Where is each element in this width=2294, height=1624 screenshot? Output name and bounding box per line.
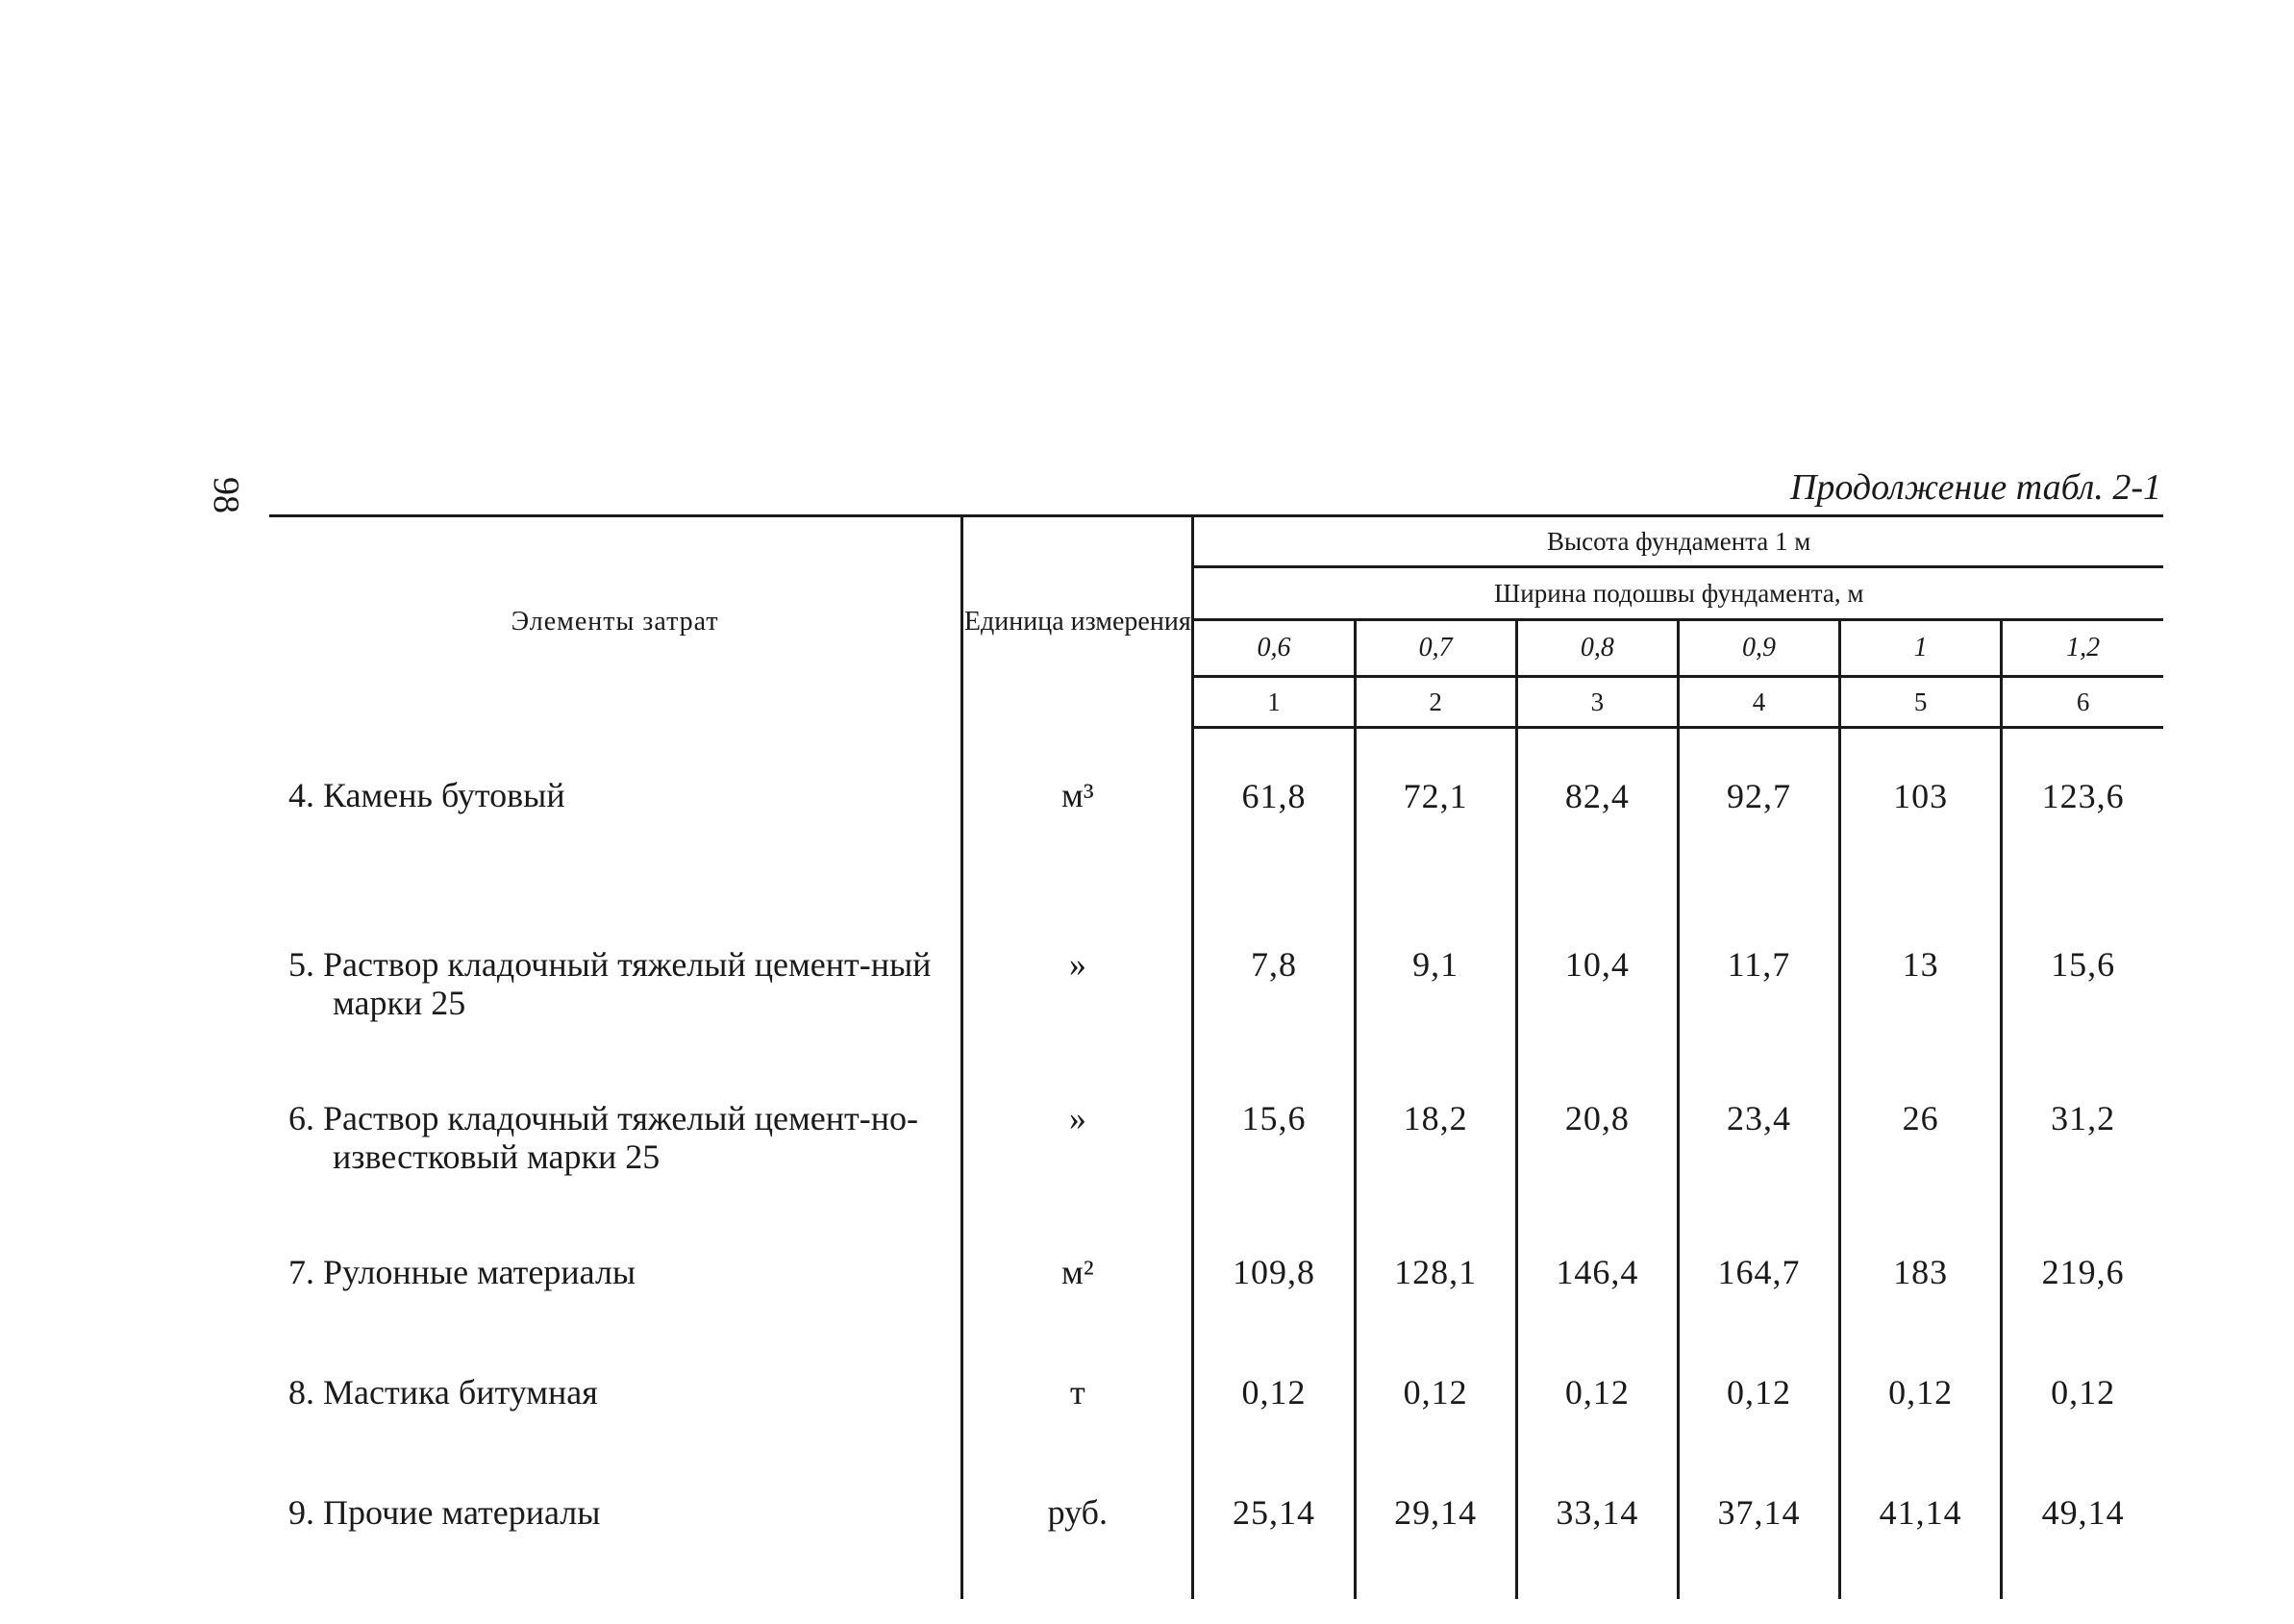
row-unit: руб. (962, 1493, 1193, 1599)
row-value: 0,12 (1193, 1373, 1355, 1493)
header-width-value: 0,6 (1193, 620, 1355, 677)
row-value: 41,14 (1840, 1493, 2002, 1599)
row-value: 15,6 (2051, 945, 2116, 984)
row-value: 123,6 (2041, 777, 2125, 815)
row-value: 31,2 (2051, 1099, 2116, 1137)
row-name: 8. Мастика битумная (288, 1373, 598, 1412)
header-column-index: 1 (1193, 677, 1355, 728)
row-value: 146,4 (1516, 1253, 1678, 1373)
header-width-value: 0,9 (1678, 620, 1839, 677)
table-row (269, 1373, 2163, 1493)
row-value: 82,4 (1516, 728, 1678, 946)
row-unit: » (962, 1099, 1193, 1253)
row-value: 23,4 (1678, 1099, 1839, 1253)
header-width-value: 1,2 (2002, 620, 2163, 677)
header-column-index: 4 (1678, 677, 1839, 728)
row-value: 11,7 (1678, 945, 1839, 1099)
row-value: 25,14 (1193, 1493, 1355, 1599)
row-value: 0,12 (1516, 1373, 1678, 1493)
header-sole-width: Ширина подошвы фундамента, м (1193, 567, 2163, 620)
row-unit: т (962, 1373, 1193, 1493)
header-width-value: 0,7 (1355, 620, 1516, 677)
row-name: 7. Рулонные материалы (288, 1253, 636, 1291)
header-column-index: 6 (2002, 677, 2163, 728)
row-value: 49,14 (2041, 1493, 2125, 1532)
row-value: 72,1 (1355, 728, 1516, 946)
row-value: 0,12 (2051, 1373, 2116, 1412)
row-value: 128,1 (1355, 1253, 1516, 1373)
cost-table (269, 514, 2163, 1599)
table-row (269, 1253, 2163, 1373)
row-value: 109,8 (1193, 1253, 1355, 1373)
row-value: 219,6 (2041, 1253, 2125, 1291)
row-value: 37,14 (1678, 1493, 1839, 1599)
header-width-value: 1 (1840, 620, 2002, 677)
header-unit: Единица измерения (962, 516, 1193, 728)
row-unit: » (962, 945, 1193, 1099)
table-row (269, 1099, 2163, 1253)
table-row (269, 728, 2163, 946)
header-elements: Элементы затрат (269, 516, 962, 728)
row-value: 33,14 (1516, 1493, 1678, 1599)
row-value: 0,12 (1840, 1373, 2002, 1493)
header-width-value: 0,8 (1516, 620, 1678, 677)
row-value: 10,4 (1516, 945, 1678, 1099)
row-value: 13 (1840, 945, 2002, 1099)
table-row (269, 945, 2163, 1099)
row-value: 15,6 (1193, 1099, 1355, 1253)
row-value: 183 (1840, 1253, 2002, 1373)
row-name: 5. Раствор кладочный тяжелый цемент-ный марки 25 (288, 945, 932, 1022)
header-column-index: 3 (1516, 677, 1678, 728)
row-name: 4. Камень бутовый (288, 775, 565, 814)
row-value: 26 (1840, 1099, 2002, 1253)
row-value: 7,8 (1193, 945, 1355, 1099)
header-column-index: 2 (1355, 677, 1516, 728)
row-value: 9,1 (1355, 945, 1516, 1099)
row-unit: м² (962, 1253, 1193, 1373)
row-unit: м³ (962, 728, 1193, 946)
row-value: 92,7 (1678, 728, 1839, 946)
header-foundation-height: Высота фундамента 1 м (1193, 516, 2163, 567)
row-value: 29,14 (1355, 1493, 1516, 1599)
row-value: 103 (1840, 728, 2002, 946)
page-number: 98 (206, 477, 246, 513)
row-value: 0,12 (1355, 1373, 1516, 1493)
table-row (269, 1493, 2163, 1599)
row-value: 20,8 (1516, 1099, 1678, 1253)
row-value: 18,2 (1355, 1099, 1516, 1253)
table-caption: Продолжение табл. 2-1 (1789, 467, 2161, 508)
row-value: 0,12 (1678, 1373, 1839, 1493)
row-value: 164,7 (1678, 1253, 1839, 1373)
row-name: 6. Раствор кладочный тяжелый цемент-но-известковый марки 25 (288, 1099, 918, 1176)
row-name: 9. Прочие материалы (288, 1493, 601, 1532)
row-value: 61,8 (1193, 728, 1355, 946)
header-column-index: 5 (1840, 677, 2002, 728)
